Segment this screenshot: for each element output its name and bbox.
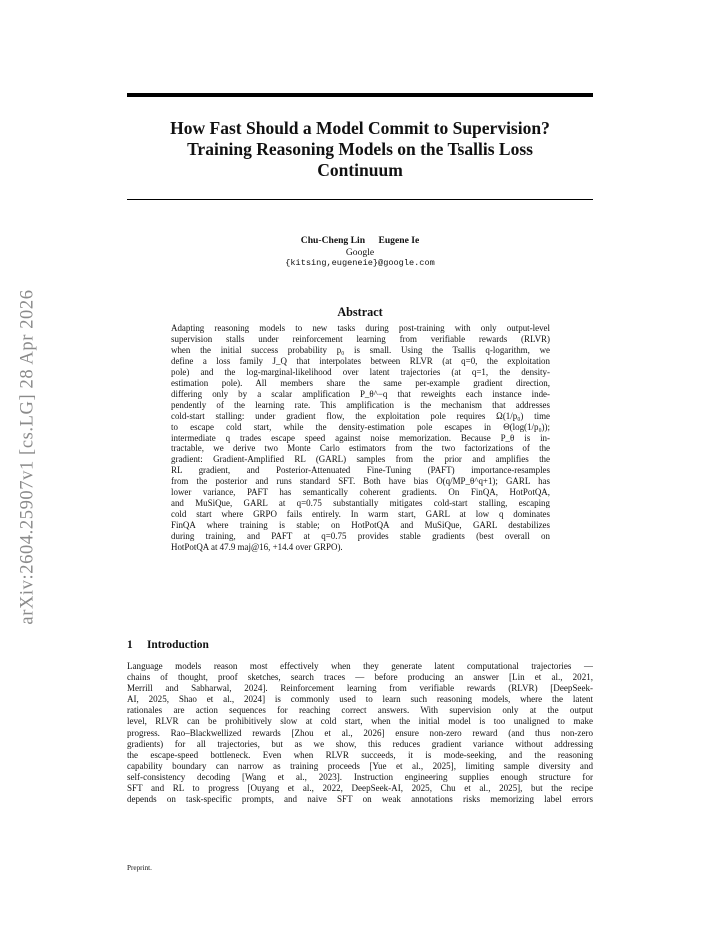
author-name: Chu-Cheng Lin <box>300 235 366 246</box>
abstract-line: HotPotQA at 47.9 maj@16, +14.4 over GRPO). <box>171 542 343 553</box>
intro-line: capability boundary can narrow as training proceeds [Yue et al., 2025], limiting sample diversity and <box>127 760 593 771</box>
abstract-line: tractable, we derive two Monte Carlo estimators from the two factorizations of the <box>171 443 550 454</box>
abstract-line: differing only by a scalar amplification P_θ^−q that reweights each instance inde- <box>171 388 550 399</box>
intro-line: SFT and RL to progress [Ouyang et al., 2022, DeepSeek-AI, 2025, Chu et al., 2025], but the recipe <box>127 783 593 794</box>
abstract-line: to escape cold start, while the density-estimation pole escapes in Θ(log(1/p₀)); <box>171 421 550 432</box>
paper-title <box>127 118 593 181</box>
intro-line: Language models reason most effectively when they generate latent computational trajectories — <box>127 661 593 671</box>
author-affiliation: Google <box>345 246 375 258</box>
abstract-line: cold-start stalling: under gradient flow, the exploitation pole requires Ω(1/p₀) time <box>171 410 550 421</box>
abstract-line: gradient: Gradient-Amplified RL (GARL) samples from the prior and amplifies the <box>171 454 550 465</box>
intro-line: progress. Rao–Blackwellized rewards [Zhou et al., 2026] ensure non-zero reward (and thus non-zero <box>127 727 593 738</box>
intro-line: gradients) for all trajectories, but as we show, this reduces gradient variance without addressing <box>127 738 593 749</box>
intro-line: rationales are action sequences for reaching correct answers. With supervision only at the output <box>127 705 593 716</box>
abstract-line: estimation pole). All members share the same per-example gradient direction, <box>171 377 550 388</box>
section-number: 1 <box>127 639 133 651</box>
abstract-line: from the posterior and runs standard SFT. Both have bias O(q/MP_θ^q+1); GARL has <box>171 476 550 487</box>
abstract-line: cold start where GRPO fails entirely. In warm start, GARL at low q dominates <box>171 509 550 520</box>
introduction-body <box>127 661 593 805</box>
abstract-line: during training, and PAFT at q=0.75 provides stable gradients (best overall on <box>171 531 550 542</box>
intro-line: chains of thought, proof sketches, search traces — before producing an answer [Lin et al., 2021, <box>127 672 593 683</box>
abstract-line: when the initial success probability p₀ is small. Using the Tsallis q-logarithm, we <box>171 344 550 355</box>
intro-line: Merrill and Sabharwal, 2024]. Reinforcement learning from verifiable rewards (RLVR) [DeepSeek- <box>127 683 593 694</box>
author-name: Eugene Ie <box>378 235 420 246</box>
title-line: How Fast Should a Model Commit to Supervision? <box>170 118 550 138</box>
section-title: Introduction <box>147 639 209 651</box>
intro-line: depends on task-specific prompts, and naive SFT on weak annotations risks memorizing label errors <box>127 794 593 805</box>
title-bottom-rule <box>127 199 593 200</box>
intro-line: the escape-speed bottleneck. Even when RLVR succeeds, it is mode-seeking, and the reasoning <box>127 749 593 760</box>
abstract-line: lower variance, PAFT has semantically coherent gradients. On FinQA, HotPotQA, <box>171 487 550 498</box>
title-line: Continuum <box>317 160 403 180</box>
intro-line: AI, 2025, Shao et al., 2024] is commonly used to learn such reasoning models, where the latent <box>127 694 593 705</box>
abstract-line: pendently of the learning rate. This amplification is the mechanism that addresses <box>171 399 550 410</box>
title-top-rule <box>127 93 593 97</box>
abstract-line: define a loss family J_Q that interpolates between RLVR (at q=0, the exploitation <box>171 355 550 366</box>
arxiv-identifier <box>8 257 48 657</box>
abstract-body <box>171 323 550 553</box>
section-heading <box>127 639 209 651</box>
abstract-line: pole) and the log-marginal-likelihood over latent trajectories (at q=1, the density- <box>171 366 550 377</box>
author-names <box>127 235 593 247</box>
author-block <box>127 235 593 270</box>
abstract-line: supervision stalls under reinforcement learning from verifiable rewards (RLVR) <box>171 333 550 344</box>
intro-line: self-consistency decoding [Wang et al., 2023]. Instruction engineering supplies enough structure for <box>127 771 593 782</box>
abstract-line: and MuSiQue, GARL at q=0.75 substantially mitigates cold-start stalling, escaping <box>171 498 550 509</box>
abstract-heading: Abstract <box>337 305 383 319</box>
author-email[interactable]: {kitsing,eugeneie}@google.com <box>285 258 435 268</box>
abstract-line: intermediate q trades escape speed against noise memorization. Because P_θ is in- <box>171 432 550 443</box>
abstract-line: Adapting reasoning models to new tasks during post-training with only output-level <box>171 323 550 333</box>
arxiv-identifier-text[interactable]: arXiv:2604.25907v1 [cs.LG] 28 Apr 2026 <box>17 289 38 625</box>
abstract-line: RL gradient, and Posterior-Attenuated Fine-Tuning (PAFT) importance-resamples <box>171 465 550 476</box>
intro-line: level, RLVR can be prohibitively slow at cold start, when the initial model is too unaligned to make <box>127 716 593 727</box>
abstract-line: FinQA where training is stable; on HotPotQA and MuSiQue, GARL destabilizes <box>171 520 550 531</box>
footer-preprint: Preprint. <box>127 864 152 872</box>
title-line: Training Reasoning Models on the Tsallis Loss <box>187 139 533 159</box>
